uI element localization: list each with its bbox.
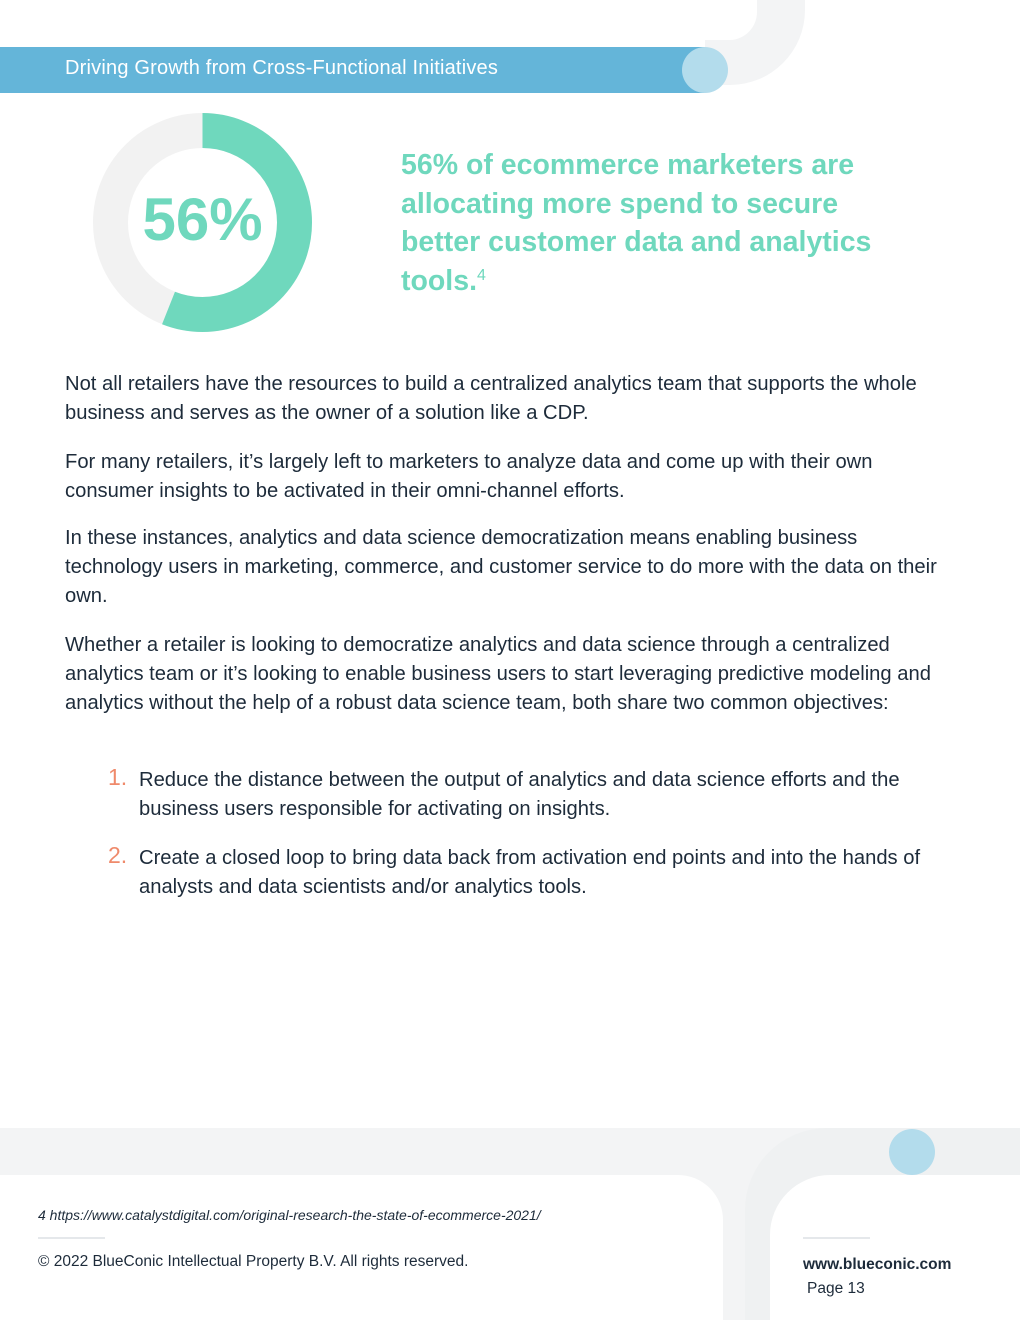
bottom-left-curve-decoration: [600, 1128, 770, 1320]
donut-percent-label: 56%: [142, 186, 263, 253]
bottom-dot-decoration: [889, 1129, 935, 1175]
list-text: Reduce the distance between the output of analytics and data science efforts and the business users responsible for activating on insights.: [139, 769, 900, 820]
list-number: 2.: [108, 842, 128, 868]
footer-divider: [38, 1237, 105, 1239]
list-text: Create a closed loop to bring data back from activation end points and into the hands of analysts and data scientists and/or analytics tools.: [139, 847, 921, 898]
copyright: © 2022 BlueConic Intellectual Property B.V. All rights reserved.: [38, 1253, 469, 1270]
page-title: Driving Growth from Cross-Functional Initiatives: [65, 57, 499, 79]
header-circle-decoration: [682, 47, 728, 93]
stat-footnote-ref: 4: [477, 266, 486, 284]
paragraph-3: In these instances, analytics and data science democratization means enabling business technology users in marketing, commerce, and customer service to do more with the data on their own.: [65, 527, 937, 607]
page-number: Page 13: [807, 1280, 865, 1297]
paragraph-2: For many retailers, it’s largely left to marketers to analyze data and come up with their own consumer insights to be activated in their omni-channel efforts.: [65, 451, 873, 502]
footnote: 4 https://www.catalystdigital.com/original-research-the-state-of-ecommerce-2021/: [38, 1207, 541, 1223]
paragraph-1: Not all retailers have the resources to build a centralized analytics team that supports the whole business and serves as the owner of a solution like a CDP.: [65, 373, 917, 424]
list-number: 1.: [108, 764, 128, 790]
paragraph-4: Whether a retailer is looking to democratize analytics and data science through a centralized analytics team or it’s looking to enable business users to start leveraging predictive modeling and analytics without the help of a robust data science team, both share two common objectives:: [65, 634, 931, 714]
website-divider: [803, 1237, 870, 1239]
stat-headline: [401, 146, 921, 300]
website-link[interactable]: www.blueconic.com: [803, 1256, 952, 1273]
stat-headline-text: 56% of ecommerce marketers are allocating more spend to secure better customer data and analytics tools.: [401, 149, 872, 297]
bottom-right-curve-decoration: [745, 1128, 1020, 1320]
